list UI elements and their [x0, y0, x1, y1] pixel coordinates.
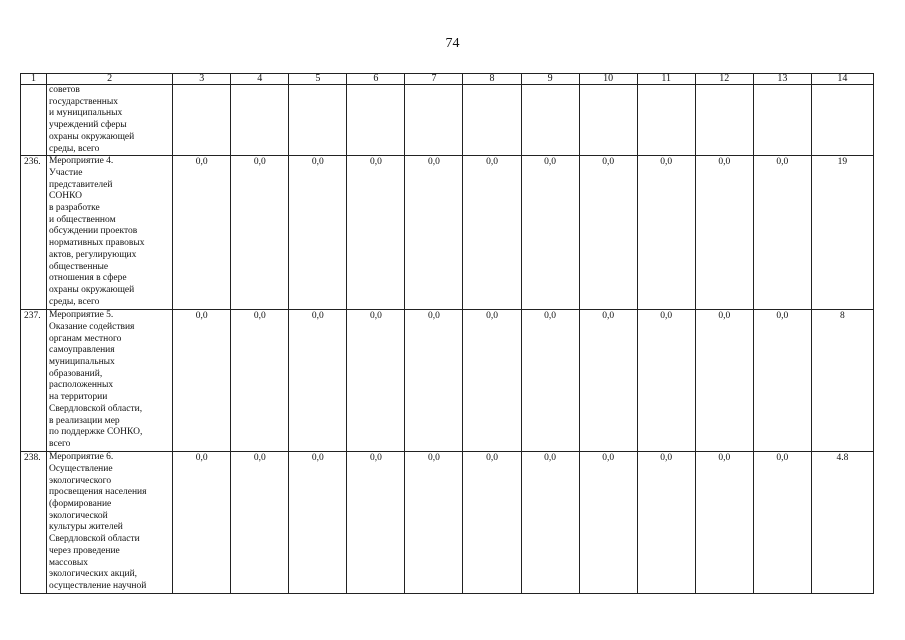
- value-cell: [173, 85, 231, 156]
- value-cell: [695, 85, 753, 156]
- table-row: [21, 156, 874, 310]
- row-number: [21, 85, 47, 156]
- column-header: 9: [521, 74, 579, 85]
- column-header: 4: [231, 74, 289, 85]
- column-header: 13: [753, 74, 811, 85]
- indicator-cell: 19: [811, 156, 873, 310]
- row-number: 237.: [21, 310, 47, 452]
- value-cell: 0,0: [579, 452, 637, 594]
- value-cell: 0,0: [695, 452, 753, 594]
- column-header: 6: [347, 74, 405, 85]
- value-cell: 0,0: [521, 310, 579, 452]
- column-header: 3: [173, 74, 231, 85]
- indicator-cell: [811, 85, 873, 156]
- value-cell: [289, 85, 347, 156]
- value-cell: 0,0: [173, 156, 231, 310]
- value-cell: 0,0: [463, 156, 521, 310]
- row-description: советов государственных и муниципальных учреждений сферы охраны окружающей среды, всего: [47, 85, 173, 156]
- column-header: 7: [405, 74, 463, 85]
- table-row: [21, 85, 874, 156]
- value-cell: [579, 85, 637, 156]
- page-number: 74: [445, 36, 460, 51]
- value-cell: 0,0: [231, 156, 289, 310]
- value-cell: 0,0: [753, 156, 811, 310]
- column-header: 10: [579, 74, 637, 85]
- value-cell: 0,0: [289, 452, 347, 594]
- value-cell: 0,0: [753, 452, 811, 594]
- value-cell: 0,0: [463, 452, 521, 594]
- row-description: Мероприятие 6. Осуществление экологического просвещения населения (формирование экологической культуры жителей Свердловской области через проведение массовых экологических акций, осуществление научной: [47, 452, 173, 594]
- value-cell: 0,0: [521, 452, 579, 594]
- row-number: 236.: [21, 156, 47, 310]
- column-header: 12: [695, 74, 753, 85]
- row-description: Мероприятие 5. Оказание содействия органам местного самоуправления муниципальных образований, расположенных на территории Свердловской области, в реализации мер по поддержке СОНКО, всего: [47, 310, 173, 452]
- value-cell: 0,0: [637, 310, 695, 452]
- table-row: [21, 310, 874, 452]
- value-cell: 0,0: [405, 156, 463, 310]
- indicator-cell: 8: [811, 310, 873, 452]
- value-cell: [347, 85, 405, 156]
- data-table: [20, 73, 874, 594]
- value-cell: 0,0: [753, 310, 811, 452]
- value-cell: 0,0: [347, 310, 405, 452]
- column-header: 14: [811, 74, 873, 85]
- value-cell: 0,0: [173, 310, 231, 452]
- value-cell: 0,0: [231, 452, 289, 594]
- column-header: 11: [637, 74, 695, 85]
- value-cell: 0,0: [347, 452, 405, 594]
- column-header: 1: [21, 74, 47, 85]
- value-cell: 0,0: [637, 156, 695, 310]
- value-cell: 0,0: [463, 310, 521, 452]
- value-cell: [637, 85, 695, 156]
- header-row: [21, 74, 874, 85]
- value-cell: [521, 85, 579, 156]
- value-cell: 0,0: [579, 310, 637, 452]
- value-cell: 0,0: [405, 452, 463, 594]
- value-cell: [753, 85, 811, 156]
- row-number: 238.: [21, 452, 47, 594]
- column-header: 8: [463, 74, 521, 85]
- value-cell: 0,0: [231, 310, 289, 452]
- table-row: [21, 452, 874, 594]
- value-cell: 0,0: [289, 156, 347, 310]
- value-cell: 0,0: [579, 156, 637, 310]
- value-cell: 0,0: [695, 156, 753, 310]
- value-cell: 0,0: [637, 452, 695, 594]
- value-cell: 0,0: [405, 310, 463, 452]
- column-header: 2: [47, 74, 173, 85]
- value-cell: [405, 85, 463, 156]
- indicator-cell: 4.8: [811, 452, 873, 594]
- column-header: 5: [289, 74, 347, 85]
- value-cell: [231, 85, 289, 156]
- value-cell: 0,0: [521, 156, 579, 310]
- row-description: Мероприятие 4. Участие представителей СОНКО в разработке и общественном обсуждении проектов нормативных правовых актов, регулирующих общественные отношения в сфере охраны окружающей среды, всего: [47, 156, 173, 310]
- value-cell: 0,0: [173, 452, 231, 594]
- value-cell: [463, 85, 521, 156]
- value-cell: 0,0: [289, 310, 347, 452]
- value-cell: 0,0: [695, 310, 753, 452]
- value-cell: 0,0: [347, 156, 405, 310]
